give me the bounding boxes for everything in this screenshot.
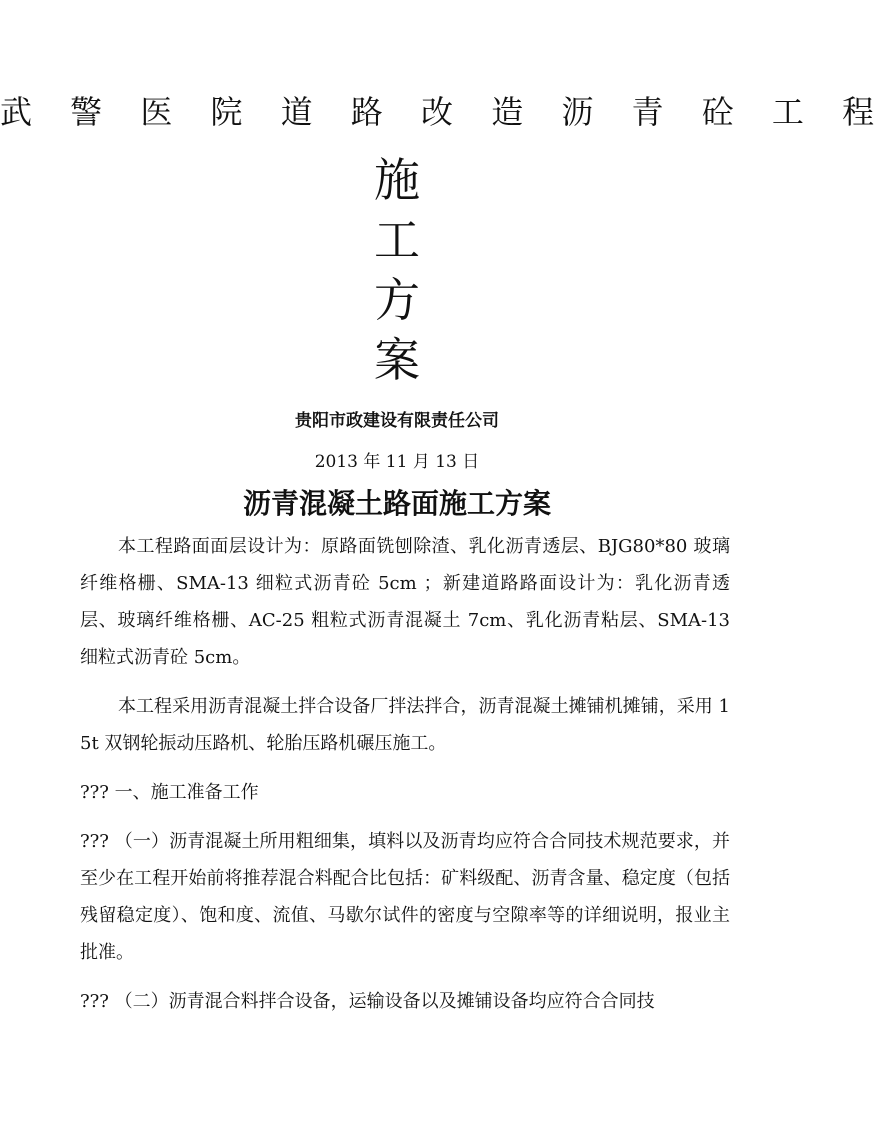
paragraph: 本工程路面面层设计为：原路面铣刨除渣、乳化沥青透层、BJG80*80 玻璃纤维格栅、SMA-13 细粒式沥青砼 5cm ；新建道路路面设计为：乳化沥青透层、玻璃纤维格栅、AC-25 粗粒式沥青混凝土 7cm、乳化沥青粘层、SMA-13 细粒式沥青砼 5cm。	[80, 536, 730, 668]
heading-paragraph: ??? 一、施工准备工作	[80, 782, 259, 803]
vertical-title-char: 方	[374, 273, 420, 327]
paragraph: ??? （一）沥青混凝土所用粗细集，填料以及沥青均应符合合同技术规范要求，并至少在工程开始前将推荐混合料配合比包括：矿料级配、沥青含量、稳定度（包括残留稳定度）、饱和度、流值、马歇尔试件的密度与空隙率等的详细说明，报业主批准。	[80, 831, 730, 963]
section-title: 沥青混凝土路面施工方案	[242, 487, 551, 520]
body-text	[80, 528, 730, 1032]
paragraph: ??? （二）沥青混合料拌合设备，运输设备以及摊铺设备均应符合合同技	[80, 991, 655, 1012]
vertical-title	[0, 150, 794, 390]
document-date: 2013 年 11 月 13 日	[314, 452, 480, 472]
vertical-title-char: 案	[374, 333, 420, 387]
document-title: 武 警 医 院 道 路 改 造 沥 青 砼 工 程	[0, 93, 888, 131]
paragraph: 本工程采用沥青混凝土拌合设备厂拌法拌合，沥青混凝土摊铺机摊铺，采用 15t 双钢轮振动压路机、轮胎压路机碾压施工。	[80, 696, 730, 754]
vertical-title-char: 工	[374, 213, 420, 267]
company-name: 贵阳市政建设有限责任公司	[295, 411, 499, 431]
vertical-title-char: 施	[374, 153, 420, 207]
